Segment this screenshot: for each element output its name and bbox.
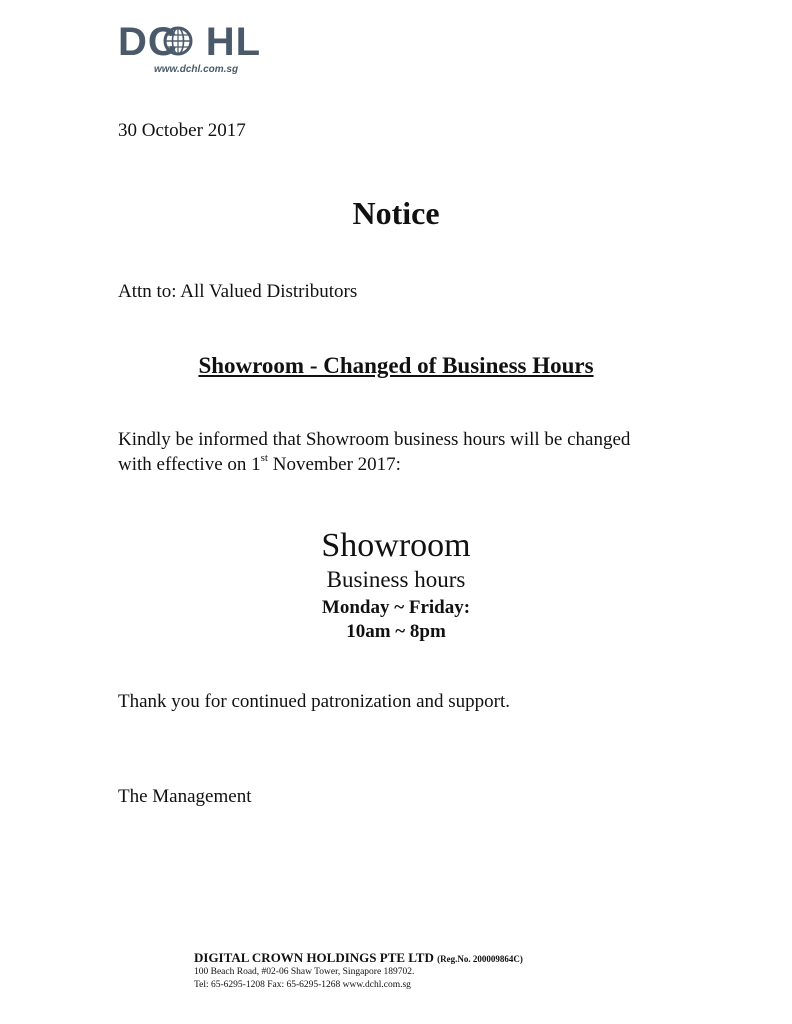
signoff: The Management bbox=[118, 786, 252, 807]
business-days: Monday ~ Friday: bbox=[321, 597, 471, 618]
attention-line: Attn to: All Valued Distributors bbox=[118, 281, 358, 302]
footer-reg-number: (Reg.No. 200009864C) bbox=[437, 954, 523, 964]
footer-address: 100 Beach Road, #02-06 Shaw Tower, Singapore 189702. bbox=[194, 967, 415, 977]
notice-subject: Showroom - Changed of Business Hours bbox=[198, 353, 594, 378]
globe-icon bbox=[163, 26, 193, 61]
company-logo bbox=[118, 20, 262, 78]
footer-contact: Tel: 65-6295-1208 Fax: 65-6295-1268 www.dchl.com.sg bbox=[194, 980, 411, 990]
intro-line-2-prefix: with effective on 1 bbox=[118, 454, 261, 475]
business-hours-heading: Business hours bbox=[326, 567, 466, 592]
intro-line-2-suffix: November 2017: bbox=[267, 454, 401, 475]
intro-line-1: Kindly be informed that Showroom business hours will be changed bbox=[118, 429, 631, 450]
intro-line-2 bbox=[118, 453, 401, 477]
logo-letters-right: HL bbox=[205, 20, 262, 64]
thank-you-line: Thank you for continued patronization and support. bbox=[118, 691, 511, 712]
logo-letters-left: DC bbox=[118, 20, 178, 64]
business-time: 10am ~ 8pm bbox=[346, 621, 446, 642]
showroom-heading: Showroom bbox=[321, 527, 471, 564]
letter-date: 30 October 2017 bbox=[118, 120, 246, 141]
footer-company-line bbox=[194, 950, 523, 967]
logo-url: www.dchl.com.sg bbox=[154, 64, 239, 75]
footer-company-name: DIGITAL CROWN HOLDINGS PTE LTD bbox=[194, 950, 434, 965]
date-ordinal-suffix: st bbox=[260, 451, 268, 464]
notice-title: Notice bbox=[352, 195, 440, 231]
